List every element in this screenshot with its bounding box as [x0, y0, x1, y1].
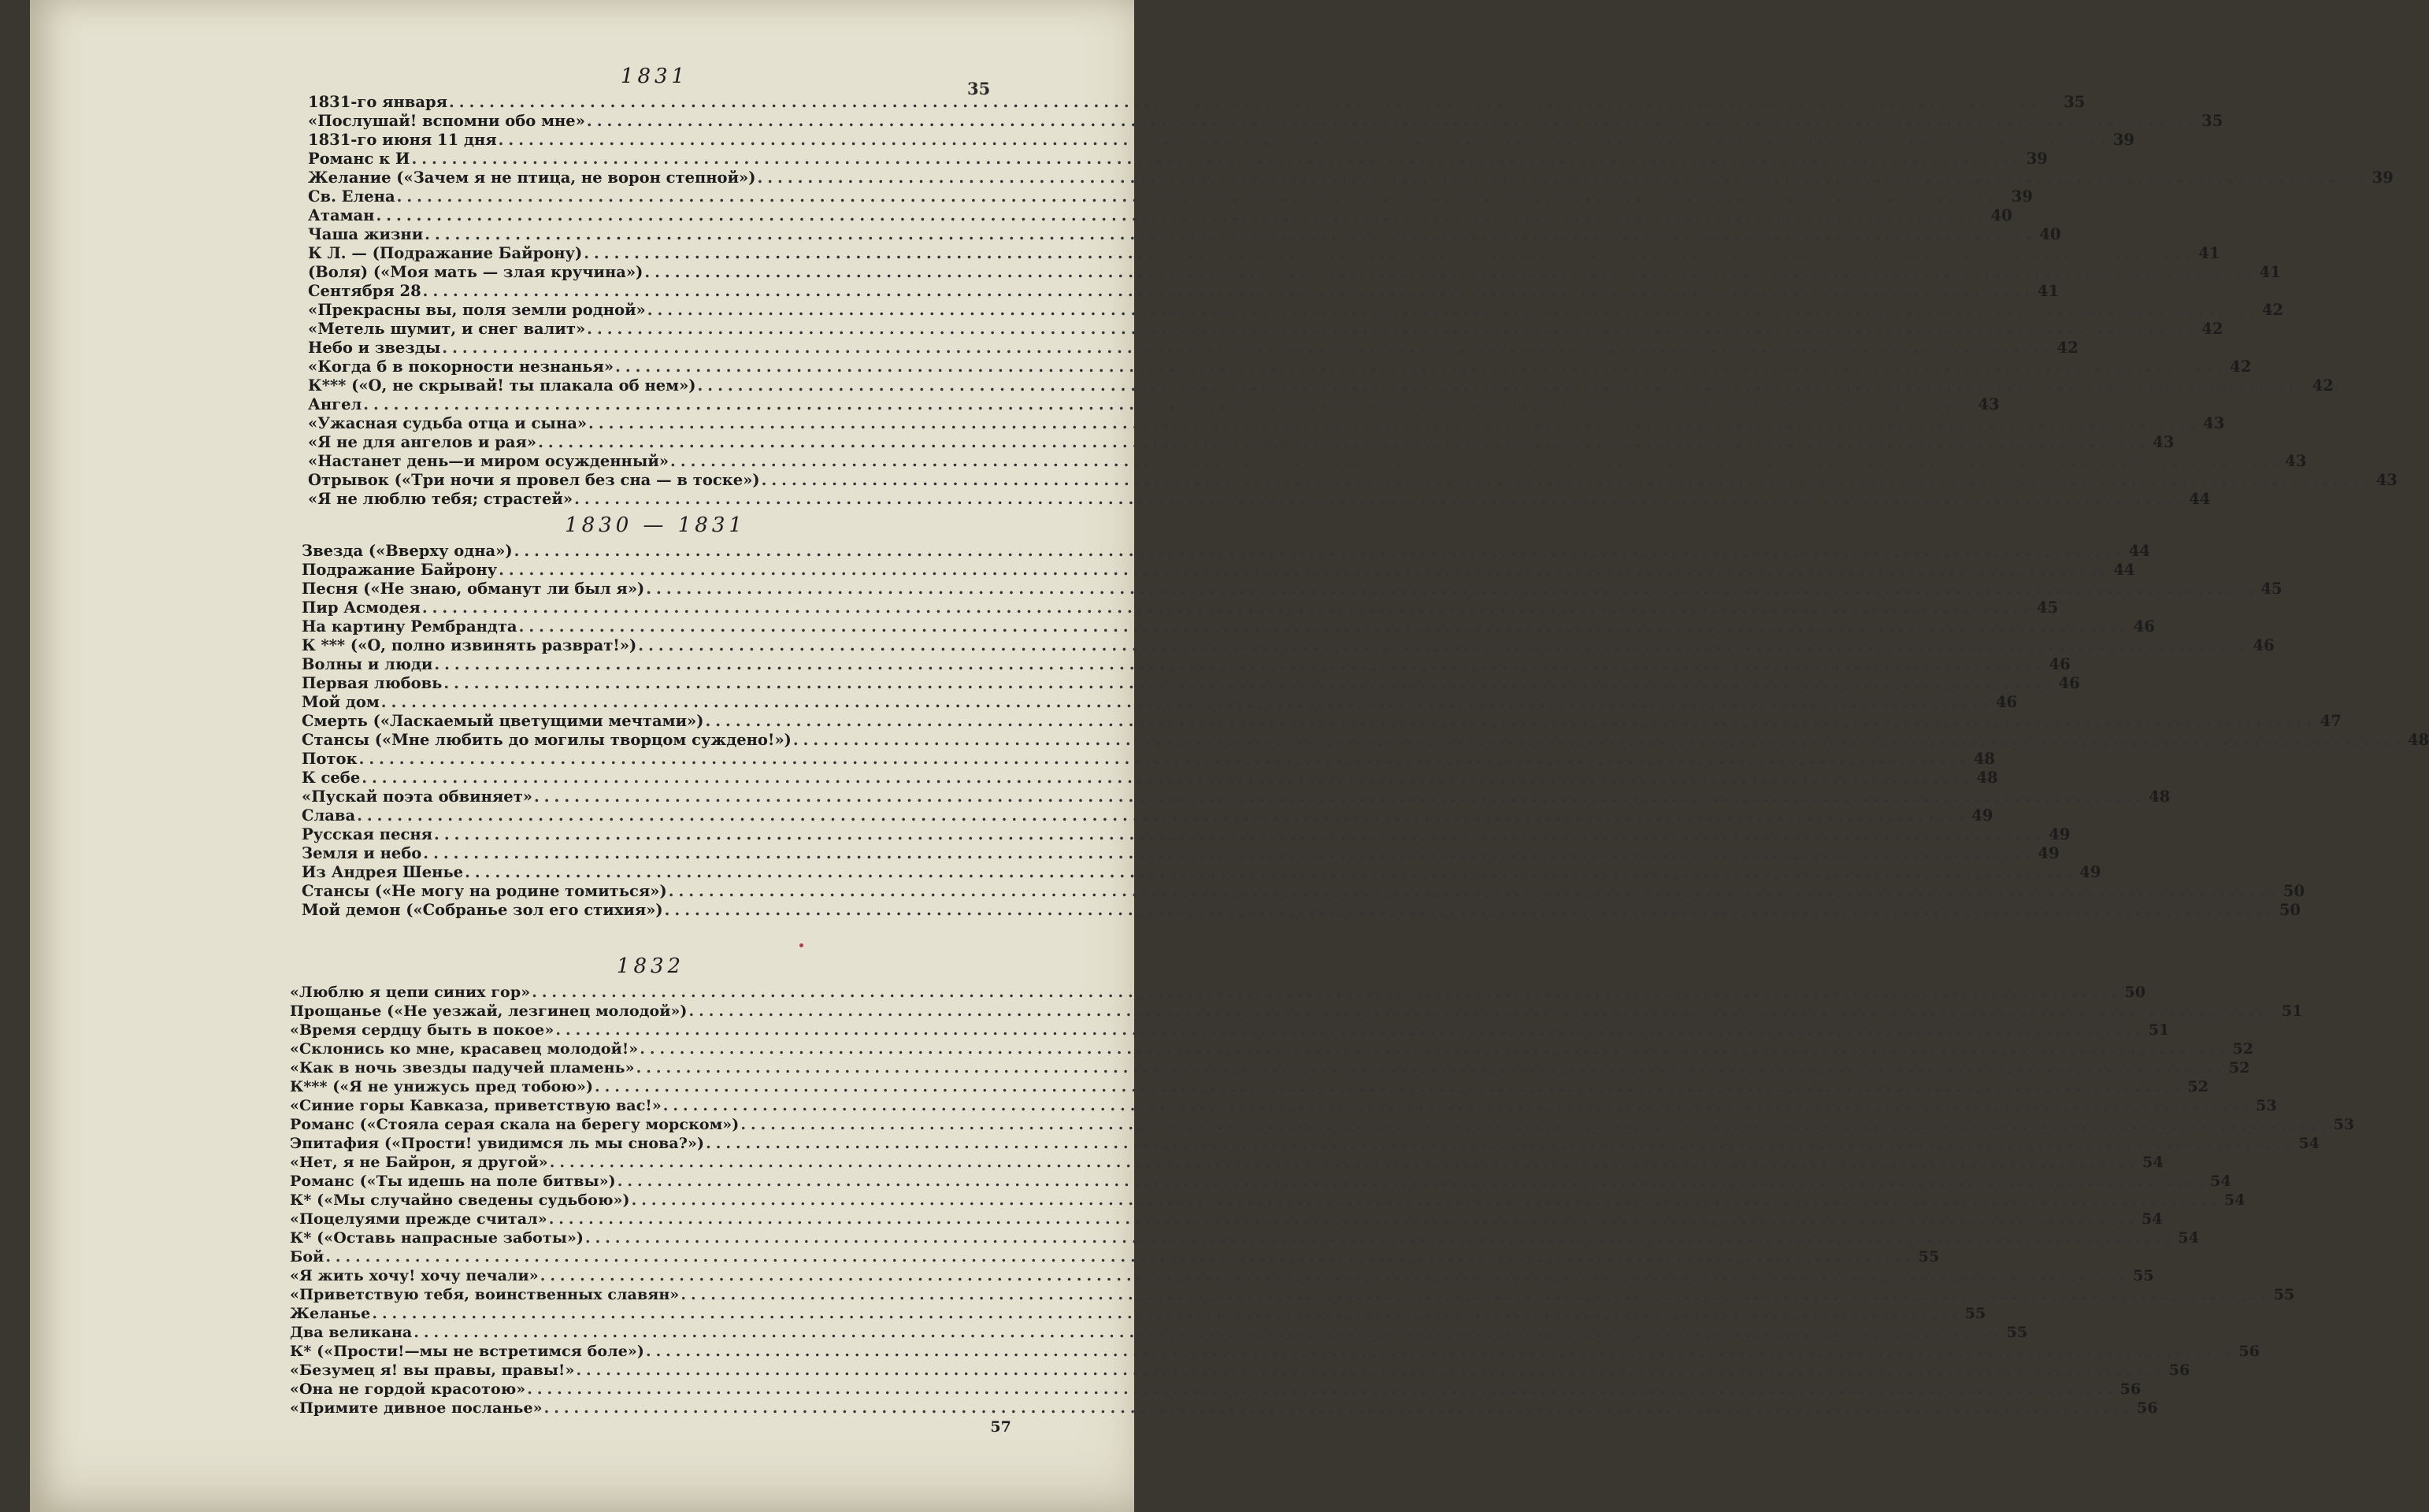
dot-leader: ................................................................................................................................................................	[443, 674, 2056, 692]
dot-leader: ................................................................................................................................................................	[498, 131, 2110, 149]
entry-page-number: 53	[2256, 1097, 2277, 1114]
entry-title: Атаман	[308, 206, 375, 224]
entry-title: К Л. — (Подражание Байрону)	[308, 244, 583, 262]
dot-leader: ................................................................................................................................................................	[421, 598, 2034, 617]
entry-page-number: 55	[1964, 1305, 1986, 1322]
entry-title: «Склонись ко мне, красавец молодой!»	[290, 1040, 639, 1058]
entry-page-number: 55	[2006, 1324, 2028, 1341]
toc-entry	[308, 131, 2134, 150]
entry-page-number: 43	[2375, 471, 2397, 489]
entry-page-number: 56	[2238, 1343, 2260, 1360]
entry-title: «Нет, я не Байрон, я другой»	[290, 1154, 548, 1171]
entry-page-number: 41	[2198, 244, 2220, 262]
toc-entry	[302, 882, 2305, 901]
entry-page-number: 44	[2113, 561, 2135, 579]
toc-entry	[290, 1361, 2190, 1380]
entry-title: «Ужасная судьба отца и сына»	[308, 414, 588, 432]
entry-title: «Я жить хочу! хочу печали»	[290, 1267, 539, 1284]
entry-title: Прощанье («Не уезжай, лезгинец молодой»)	[290, 1002, 688, 1020]
toc-entry	[308, 244, 2220, 263]
dot-leader: ................................................................................................................................................................	[647, 301, 2259, 319]
entry-title: Романс («Стояла серая скала на берегу морском»)	[290, 1116, 740, 1133]
entry-title: Стансы («Мне любить до могилы творцом суждено!»)	[302, 731, 792, 749]
dot-leader: ................................................................................................................................................................	[644, 263, 2257, 281]
dot-leader: ................................................................................................................................................................	[680, 1286, 2271, 1303]
dot-leader: ................................................................................................................................................................	[574, 490, 2186, 508]
book-page	[30, 0, 2429, 1512]
dot-leader: ................................................................................................................................................................	[465, 863, 2077, 881]
toc-entry	[290, 1210, 2163, 1228]
entry-title: Сентября 28	[308, 282, 421, 300]
toc-entry	[302, 580, 2283, 598]
entry-page-number: 46	[1996, 693, 2018, 711]
toc-entry	[290, 1172, 2231, 1191]
entry-title: «Как в ночь звезды падучей пламень»	[290, 1059, 635, 1077]
toc-entry	[302, 598, 2059, 617]
entry-page-number: 46	[2049, 655, 2071, 673]
toc-entry	[302, 825, 2071, 844]
entry-page-number: 39	[2026, 150, 2048, 168]
entry-page-number: 35	[2064, 93, 2086, 111]
entry-title: «Примите дивное посланье»	[290, 1399, 543, 1417]
toc-entry	[308, 225, 2061, 244]
toc-list	[290, 983, 2355, 1436]
toc-entry	[302, 542, 2150, 561]
entry-page-number: 35	[2201, 112, 2223, 130]
dot-leader: ................................................................................................................................................................	[434, 655, 2046, 673]
dot-leader: ................................................................................................................................................................	[527, 1380, 2117, 1398]
dot-leader: ................................................................................................................................................................	[442, 339, 2054, 357]
entry-page-number: 49	[2079, 863, 2101, 881]
entry-title: «Синие горы Кавказа, приветствую вас!»	[290, 1097, 662, 1114]
entry-title: «Я не люблю тебя; страстей»	[308, 490, 573, 508]
entry-page-number: 48	[1973, 750, 1995, 768]
toc-list	[302, 542, 2429, 920]
entry-title: Романс («Ты идешь на поле битвы»)	[290, 1173, 616, 1190]
toc-entry	[290, 1228, 2200, 1247]
entry-page-number: 54	[2298, 1135, 2320, 1152]
toc-entry	[302, 617, 2155, 636]
entry-page-number: 43	[2285, 452, 2307, 470]
entry-page-number: 46	[2058, 674, 2080, 692]
entry-title: Русская песня	[302, 825, 433, 843]
entry-title: К* («Мы случайно сведены судьбою»)	[290, 1191, 630, 1209]
toc-section-1832	[290, 954, 2355, 1436]
dot-leader: ................................................................................................................................................................	[518, 617, 2130, 636]
entry-page-number: 49	[1971, 806, 1993, 825]
dot-leader: ................................................................................................................................................................	[757, 169, 2369, 187]
toc-entry	[290, 1191, 2245, 1210]
entry-page-number: 44	[2189, 490, 2211, 508]
entry-page-number: 41	[2259, 263, 2281, 281]
entry-page-number: 54	[2178, 1229, 2200, 1247]
entry-title: К себе	[302, 769, 361, 787]
entry-title: «Безумец я! вы правы, правы!»	[290, 1362, 575, 1379]
entry-page-number: 39	[2372, 169, 2394, 187]
entry-title: Земля и небо	[302, 844, 422, 862]
toc-entry	[302, 561, 2135, 580]
toc-entry	[302, 901, 2301, 920]
dot-leader: ................................................................................................................................................................	[434, 825, 2046, 843]
toc-entry	[302, 693, 2018, 712]
section-heading: 1831	[620, 65, 689, 88]
entry-page-number: 42	[2201, 320, 2223, 338]
entry-page-number: 54	[2142, 1154, 2164, 1171]
toc-entry	[308, 320, 2223, 339]
entry-title: Первая любовь	[302, 674, 443, 692]
entry-page-number: 48	[2149, 788, 2171, 806]
dot-leader: ................................................................................................................................................................	[548, 1210, 2139, 1228]
dot-leader: ................................................................................................................................................................	[740, 1116, 2331, 1133]
toc-entry	[290, 1380, 2142, 1399]
dot-leader: ................................................................................................................................................................	[584, 244, 2196, 262]
dot-leader: ................................................................................................................................................................	[449, 93, 2061, 111]
entry-title: Отрывок («Три ночи я провел без сна — в тоске»)	[308, 471, 760, 489]
entry-title: Слава	[302, 806, 356, 825]
toc-entry	[290, 1134, 2320, 1153]
entry-page-number: 55	[2273, 1286, 2295, 1303]
toc-entry	[290, 1002, 2303, 1021]
dot-leader: ................................................................................................................................................................	[423, 844, 2035, 862]
toc-entry	[290, 1040, 2254, 1058]
dot-leader: ................................................................................................................................................................	[380, 693, 1993, 711]
toc-entry	[308, 452, 2307, 471]
entry-page-number: 54	[2210, 1173, 2231, 1190]
entry-title: Ангел	[308, 395, 362, 413]
entry-title: Мой демон («Собранье зол его стихия»)	[302, 901, 663, 919]
toc-entry	[308, 490, 2211, 509]
entry-title: Небо и звезды	[308, 339, 441, 357]
entry-page-number: 52	[2228, 1059, 2250, 1077]
entry-title: Поток	[302, 750, 358, 768]
toc-list	[308, 93, 2397, 509]
entry-title: (Воля) («Моя мать — злая кручина»)	[308, 263, 643, 281]
dot-leader: ................................................................................................................................................................	[576, 1362, 2166, 1379]
toc-section-1830-1831	[302, 513, 2429, 920]
entry-page-number: 53	[2333, 1116, 2355, 1133]
entry-page-number: 42	[2312, 376, 2334, 395]
entry-page-number: 56	[2119, 1380, 2142, 1398]
entry-title: К*** («Я не унижусь пред тобою»)	[290, 1078, 594, 1095]
entry-page-number: 54	[2223, 1191, 2245, 1209]
entry-page-number: 43	[1978, 395, 2000, 413]
dot-leader: ................................................................................................................................................................	[595, 1078, 2185, 1095]
toc-entry	[308, 93, 2086, 112]
dot-leader: ................................................................................................................................................................	[555, 1021, 2145, 1039]
dot-leader: ................................................................................................................................................................	[396, 187, 2008, 206]
entry-title: Романс к И	[308, 150, 410, 168]
toc-entry	[302, 806, 1993, 825]
toc-entry	[290, 1058, 2250, 1077]
entry-title: Бой	[290, 1248, 324, 1266]
entry-page-number: 50	[2279, 901, 2301, 919]
toc-entry	[290, 1115, 2355, 1134]
dot-leader: ................................................................................................................................................................	[705, 712, 2317, 730]
dot-leader: ................................................................................................................................................................	[617, 1173, 2208, 1190]
dot-leader: ................................................................................................................................................................	[587, 320, 2199, 338]
entry-page-number: 48	[2408, 731, 2429, 749]
dot-leader: ................................................................................................................................................................	[372, 1305, 1962, 1322]
entry-title: К*** («О, не скрывай! ты плакала об нем»)	[308, 376, 696, 395]
entry-page-number: 46	[2253, 636, 2275, 654]
dot-leader: ................................................................................................................................................................	[615, 358, 2227, 376]
entry-page-number: 40	[2039, 225, 2061, 243]
toc-entry	[302, 636, 2275, 655]
dot-leader: ................................................................................................................................................................	[363, 395, 1975, 413]
entry-title: Чаша жизни	[308, 225, 424, 243]
entry-title: Эпитафия («Прости! увидимся ль мы снова?»)	[290, 1135, 705, 1152]
entry-title: К* («Прости!—мы не встретимся боле»)	[290, 1343, 644, 1360]
entry-title: «Пускай поэта обвиняет»	[302, 788, 532, 806]
section-heading: 1830 — 1831	[565, 513, 746, 537]
toc-entry	[290, 1418, 1011, 1436]
toc-entry	[302, 655, 2071, 674]
toc-entry	[308, 282, 2060, 301]
toc-entry	[302, 769, 1998, 788]
toc-entry	[308, 471, 2397, 490]
entry-title: «Приветствую тебя, воинственных славян»	[290, 1286, 680, 1303]
entry-page-number: 52	[2232, 1040, 2254, 1058]
toc-entry	[290, 1077, 2209, 1096]
entry-page-number: 43	[2153, 433, 2175, 451]
entry-title: Волны и люди	[302, 655, 433, 673]
entry-title: «Она не гордой красотою»	[290, 1380, 526, 1398]
entry-title: «Прекрасны вы, поля земли родной»	[308, 301, 646, 319]
toc-entry	[302, 712, 2342, 731]
entry-title: К *** («О, полно извинять разврат!»)	[302, 636, 637, 654]
dot-leader: ................................................................................................................................................................	[362, 769, 1974, 787]
entry-title: Желанье	[290, 1305, 371, 1322]
entry-page-number: 50	[2124, 984, 2146, 1001]
entry-page-number: 56	[2137, 1399, 2158, 1417]
dot-leader: ................................................................................................................................................................	[646, 580, 2258, 598]
toc-entry	[308, 150, 2048, 169]
dot-leader: ................................................................................................................................................................	[761, 471, 2373, 489]
dot-leader: ................................................................................................................................................................	[358, 750, 1971, 768]
entry-page-number: 39	[2011, 187, 2033, 206]
toc-entry	[308, 358, 2252, 376]
toc-entry	[308, 395, 2000, 414]
entry-title: Из Андрея Шенье	[302, 863, 464, 881]
dot-leader: ................................................................................................................................................................	[664, 901, 2276, 919]
toc-entry	[308, 169, 2394, 187]
dot-leader: ................................................................................................................................................................	[586, 112, 2199, 130]
dot-leader: ................................................................................................................................................................	[668, 882, 2280, 900]
entry-title: Желание («Зачем я не птица, не ворон степной»)	[308, 169, 756, 187]
dot-leader: ................................................................................................................................................................	[538, 433, 2150, 451]
dot-leader: ................................................................................................................................................................	[411, 150, 2023, 168]
entry-title: Смерть («Ласкаемый цветущими мечтами»)	[302, 712, 704, 730]
dot-leader: ................................................................................................................................................................	[631, 1191, 2221, 1209]
entry-title: 1831-го января	[308, 93, 448, 111]
entry-title: Св. Елена	[308, 187, 395, 206]
dot-leader: ................................................................................................................................................................	[422, 282, 2034, 300]
toc-entry	[290, 1153, 2164, 1172]
dot-leader: ................................................................................................................................................................	[688, 1002, 2279, 1020]
entry-page-number: 56	[2168, 1362, 2190, 1379]
toc-entry	[290, 1342, 2260, 1361]
dot-leader: ................................................................................................................................................................	[514, 542, 2126, 560]
entry-page-number: 39	[2112, 131, 2134, 149]
entry-page-number: 46	[2133, 617, 2155, 636]
entry-title: 1831-го июня 11 дня	[308, 131, 497, 149]
toc-entry	[302, 863, 2101, 882]
entry-page-number: 42	[2056, 339, 2079, 357]
entry-title: «Люблю я цепи синих гор»	[290, 984, 531, 1001]
dot-leader: ................................................................................................................................................................	[357, 806, 1969, 825]
dot-leader: ................................................................................................................................................................	[792, 731, 2405, 749]
dot-leader: ................................................................................................................................................................	[640, 1040, 2230, 1058]
toc-entry	[290, 1096, 2277, 1115]
dot-leader: ................................................................................................................................................................	[543, 1399, 2134, 1417]
toc-section-1831	[308, 65, 2397, 509]
entry-title: «Когда б в покорности незнанья»	[308, 358, 614, 376]
toc-entry	[308, 206, 2012, 225]
toc-entry	[290, 1323, 2028, 1342]
dot-leader: ................................................................................................................................................................	[532, 984, 2122, 1001]
toc-entry	[308, 339, 2079, 358]
dot-leader: ................................................................................................................................................................	[325, 1248, 1915, 1266]
dot-leader: ................................................................................................................................................................	[540, 1267, 2130, 1284]
toc-entry	[308, 376, 2334, 395]
toc-entry	[308, 263, 2281, 282]
entry-page-number: 57	[990, 1418, 1011, 1436]
paper-stain	[799, 943, 803, 947]
toc-entry	[290, 983, 2146, 1002]
toc-entry	[302, 731, 2429, 750]
toc-entry	[290, 1021, 2170, 1040]
entry-page-number: 45	[2260, 580, 2283, 598]
entry-page-number: 51	[2281, 1002, 2303, 1020]
toc-entry	[290, 1304, 1986, 1323]
entry-title: К* («Оставь напрасные заботы»)	[290, 1229, 584, 1247]
entry-page-number: 40	[1990, 206, 2012, 224]
entry-page-number: 47	[2320, 712, 2342, 730]
toc-entry	[308, 112, 2223, 131]
toc-entry	[290, 1247, 1940, 1266]
dot-leader: ................................................................................................................................................................	[706, 1135, 2296, 1152]
entry-page-number: 52	[2187, 1078, 2209, 1095]
entry-page-number: 41	[2037, 282, 2060, 300]
entry-page-number: 42	[2230, 358, 2252, 376]
dot-leader: ................................................................................................................................................................	[662, 1097, 2253, 1114]
dot-leader: ................................................................................................................................................................	[533, 788, 2146, 806]
dot-leader: ................................................................................................................................................................	[697, 376, 2309, 395]
entry-title: «Настанет день—и миром осужденный»	[308, 452, 669, 470]
entry-page-number: 49	[2049, 825, 2071, 843]
dot-leader: ................................................................................................................................................................	[645, 1343, 2236, 1360]
toc-entry	[302, 674, 2080, 693]
entry-title: Подражание Байрону	[302, 561, 498, 579]
dot-leader: ................................................................................................................................................................	[425, 225, 2037, 243]
entry-page-number: 50	[2283, 882, 2305, 900]
entry-title: «Время сердцу быть в покое»	[290, 1021, 554, 1039]
dot-leader: ................................................................................................................................................................	[376, 206, 1988, 224]
entry-page-number: 42	[2261, 301, 2284, 319]
dot-leader: ................................................................................................................................................................	[549, 1154, 2140, 1171]
toc-entry	[290, 1399, 2158, 1418]
dot-leader: ................................................................................................................................................................	[670, 452, 2283, 470]
entry-page-number: 54	[2142, 1210, 2163, 1228]
entry-title: Стансы («Не могу на родине томиться»)	[302, 882, 667, 900]
entry-page-number: 48	[1976, 769, 1998, 787]
entry-page-number: 49	[2038, 844, 2060, 862]
dot-leader: ................................................................................................................................................................	[638, 636, 2250, 654]
toc-entry	[308, 301, 2284, 320]
entry-title: Мой дом	[302, 693, 380, 711]
toc-entry	[308, 187, 2033, 206]
entry-page-number: 55	[2133, 1267, 2154, 1284]
toc-entry	[290, 1285, 2295, 1304]
entry-title: «Послушай! вспомни обо мне»	[308, 112, 585, 130]
dot-leader: ................................................................................................................................................................	[585, 1229, 2175, 1247]
dot-leader: ................................................................................................................................................................	[588, 414, 2201, 432]
entry-page-number: 55	[1918, 1248, 1940, 1266]
toc-entry	[290, 1266, 2154, 1285]
toc-entry	[302, 750, 1995, 769]
entry-title: «Поцелуями прежде считал»	[290, 1210, 547, 1228]
toc-entry	[308, 414, 2225, 433]
entry-page-number: 43	[2203, 414, 2225, 432]
stray-page-number: 35	[967, 79, 991, 98]
entry-page-number: 44	[2128, 542, 2150, 560]
toc-entry	[308, 433, 2175, 452]
entry-title: «Метель шумит, и снег валит»	[308, 320, 586, 338]
entry-page-number: 45	[2037, 598, 2059, 617]
entry-title: На картину Рембрандта	[302, 617, 517, 636]
toc-entry	[302, 788, 2171, 806]
entry-title: Песня («Не знаю, обманут ли был я»)	[302, 580, 645, 598]
section-heading: 1832	[616, 954, 685, 978]
entry-title: Звезда («Вверху одна»)	[302, 542, 513, 560]
entry-title: Пир Асмодея	[302, 598, 421, 617]
toc-entry	[302, 844, 2060, 863]
entry-title: Два великана	[290, 1324, 413, 1341]
dot-leader: ................................................................................................................................................................	[499, 561, 2111, 579]
entry-page-number: 51	[2148, 1021, 2170, 1039]
dot-leader: ................................................................................................................................................................	[413, 1324, 2004, 1341]
entry-title: «Я не для ангелов и рая»	[308, 433, 537, 451]
dot-leader: ................................................................................................................................................................	[636, 1059, 2226, 1077]
